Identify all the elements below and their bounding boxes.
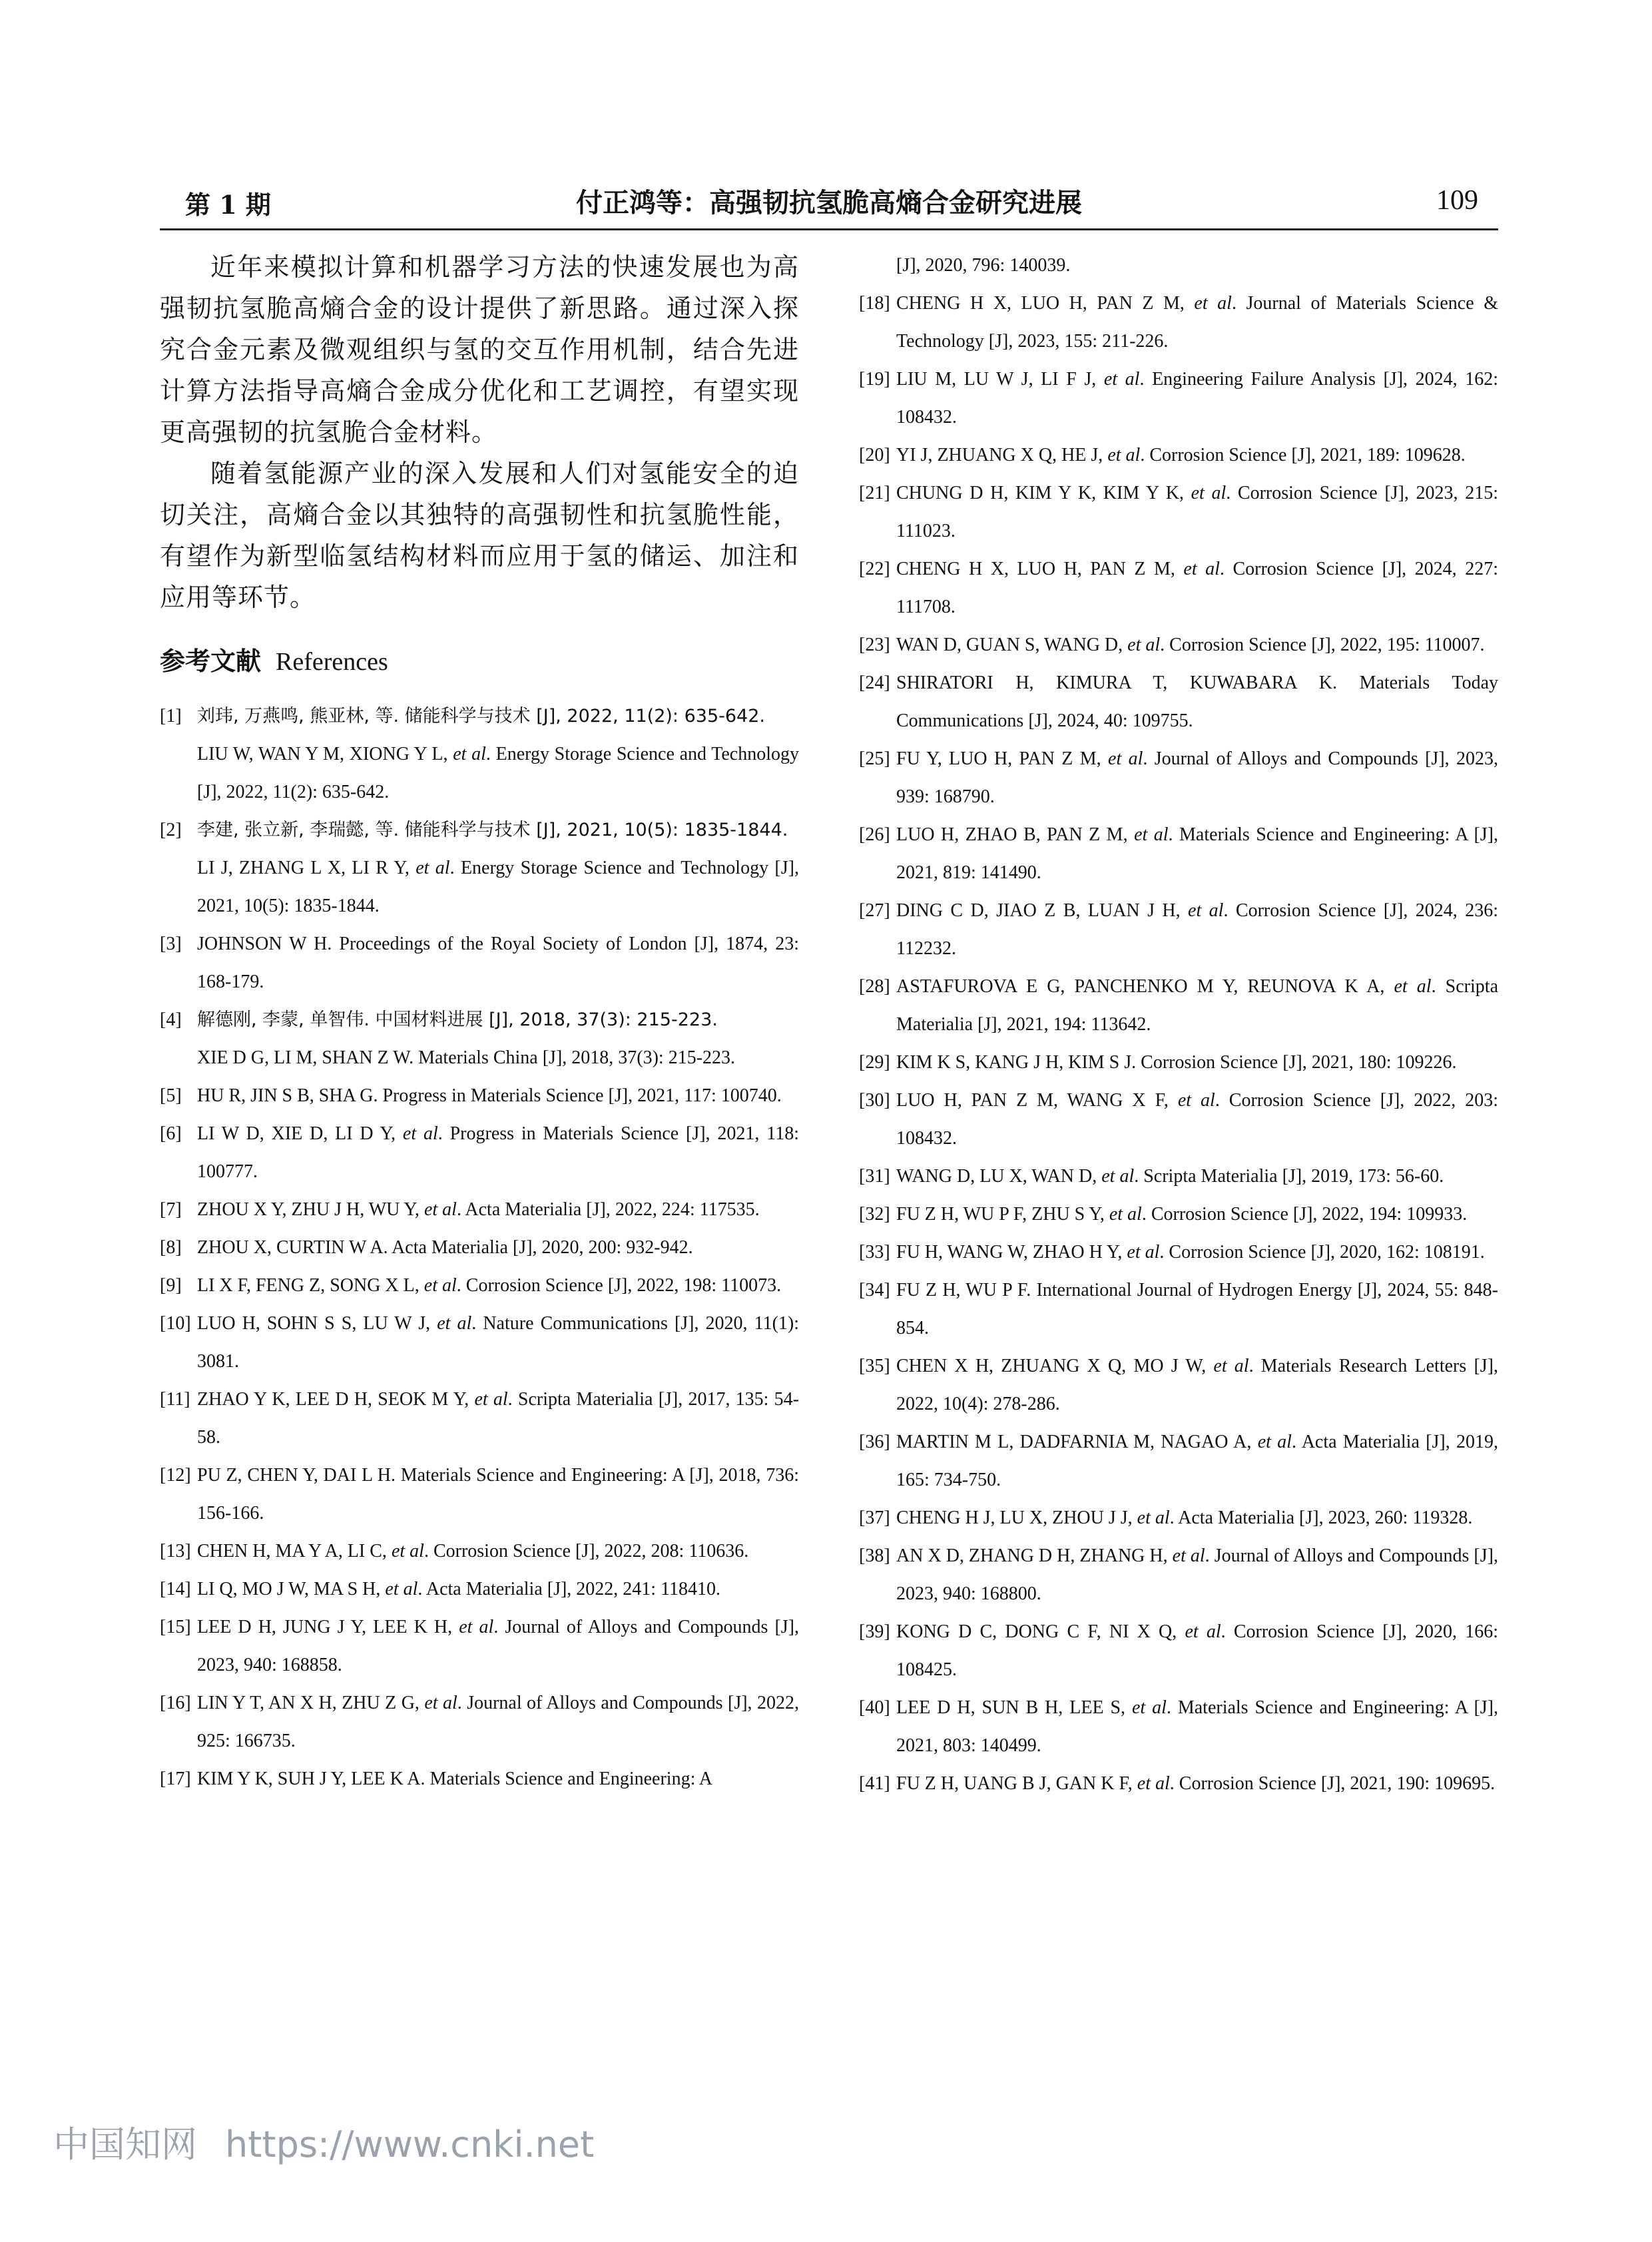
reference-authors: AN X D, ZHANG D H, ZHANG H, bbox=[896, 1545, 1173, 1566]
reference-source: . Corrosion Science [J], 2022, 208: 110636. bbox=[423, 1541, 749, 1561]
reference-et-al: et al bbox=[1127, 1242, 1160, 1262]
reference-text bbox=[896, 635, 1485, 655]
reference-authors: DING C D, JIAO Z B, LUAN J H, bbox=[896, 900, 1189, 921]
reference-text bbox=[197, 1389, 799, 1448]
running-header bbox=[160, 176, 1498, 230]
reference-source: . Corrosion Science [J], 2023, 215: 111023. bbox=[896, 483, 1498, 541]
reference-source: . Corrosion Science [J], 2021, 190: 109695. bbox=[1169, 1773, 1496, 1794]
reference-number: [20] bbox=[859, 445, 890, 465]
reference-authors: FU Z H, WU P F. International Journal of Hydrogen Energy [J], 2024, 55: 848-854. bbox=[896, 1280, 1498, 1338]
reference-number: [14] bbox=[160, 1579, 191, 1599]
reference-number: [27] bbox=[859, 900, 890, 921]
reference-source: . Journal of Alloys and Compounds [J], 2023, 940: 168800. bbox=[896, 1545, 1498, 1604]
reference-number: [12] bbox=[160, 1465, 191, 1486]
reference-text bbox=[197, 1769, 712, 1789]
reference-text bbox=[896, 369, 1498, 427]
reference-item bbox=[859, 1233, 1498, 1271]
reference-text bbox=[197, 1617, 799, 1675]
reference-text-cn: 刘玮, 万燕鸣, 熊亚林, 等. 储能科学与技术 [J], 2022, 11(2): 635-642. bbox=[197, 706, 765, 726]
reference-source: . Scripta Materialia [J], 2021, 194: 113642. bbox=[896, 976, 1498, 1035]
reference-text bbox=[896, 1052, 1457, 1073]
reference-text bbox=[896, 976, 1498, 1035]
reference-text bbox=[197, 1579, 720, 1599]
reference-number: [23] bbox=[859, 635, 890, 655]
reference-number: [8] bbox=[160, 1237, 182, 1258]
reference-source: . Journal of Alloys and Compounds [J], 2023, 940: 168858. bbox=[197, 1617, 799, 1675]
reference-list-right bbox=[859, 246, 1498, 1803]
reference-authors: LUO H, ZHAO B, PAN Z M, bbox=[896, 824, 1135, 845]
reference-text bbox=[896, 255, 1070, 276]
reference-source: . Acta Materialia [J], 2022, 224: 117535. bbox=[456, 1199, 760, 1220]
reference-authors: CHENG H X, LUO H, PAN Z M, bbox=[896, 559, 1184, 579]
reference-text bbox=[896, 748, 1498, 807]
reference-text bbox=[896, 1166, 1444, 1187]
reference-item bbox=[859, 284, 1498, 360]
reference-source: . Corrosion Science [J], 2022, 203: 108432. bbox=[896, 1090, 1498, 1149]
reference-text bbox=[197, 1313, 799, 1372]
reference-item bbox=[859, 1537, 1498, 1613]
reference-item bbox=[859, 1195, 1498, 1233]
reference-text bbox=[197, 1085, 782, 1106]
reference-authors: WANG D, LU X, WAN D, bbox=[896, 1166, 1102, 1187]
reference-item bbox=[859, 1689, 1498, 1765]
reference-number: [40] bbox=[859, 1697, 890, 1718]
reference-item bbox=[859, 360, 1498, 436]
reference-text-cn: 解德刚, 李蒙, 单智伟. 中国材料进展 [J], 2018, 37(3): 215-223. bbox=[197, 1009, 718, 1030]
reference-text bbox=[197, 744, 799, 802]
reference-item bbox=[160, 1001, 799, 1077]
reference-item bbox=[859, 550, 1498, 626]
reference-source: . Materials Science and Engineering: A [J], 2021, 819: 141490. bbox=[896, 824, 1498, 883]
reference-et-al: et al bbox=[1394, 976, 1432, 997]
reference-source: . Journal of Alloys and Compounds [J], 2022, 925: 166735. bbox=[197, 1693, 799, 1751]
reference-number: [36] bbox=[859, 1432, 890, 1452]
reference-number: [21] bbox=[859, 483, 890, 503]
reference-authors: ZHOU X, CURTIN W A. Acta Materialia [J], 2020, 200: 932-942. bbox=[197, 1237, 693, 1258]
reference-source: . Materials Science and Engineering: A [J], 2021, 803: 140499. bbox=[896, 1697, 1499, 1756]
page-number: 109 bbox=[1436, 185, 1478, 216]
reference-et-al: et al bbox=[1188, 900, 1224, 921]
reference-text bbox=[896, 900, 1498, 959]
reference-et-al: et al bbox=[1183, 559, 1220, 579]
reference-authors: KIM Y K, SUH J Y, LEE K A. Materials Science and Engineering: A bbox=[197, 1769, 713, 1789]
reference-source: . Nature Communications [J], 2020, 11(1): 3081. bbox=[197, 1313, 799, 1372]
reference-number: [13] bbox=[160, 1541, 191, 1561]
reference-et-al: et al bbox=[459, 1617, 494, 1637]
reference-authors: WAN D, GUAN S, WANG D, bbox=[896, 635, 1128, 655]
reference-text-cn: 李建, 张立新, 李瑞懿, 等. 储能科学与技术 [J], 2021, 10(5): 1835-1844. bbox=[197, 820, 788, 840]
reference-et-al: et al bbox=[1172, 1545, 1205, 1566]
reference-et-al: et al bbox=[1101, 1166, 1135, 1187]
reference-text bbox=[896, 1090, 1498, 1149]
reference-number: [28] bbox=[859, 976, 890, 997]
reference-number: [6] bbox=[160, 1123, 182, 1144]
reference-number: [11] bbox=[160, 1389, 190, 1410]
reference-source: . Acta Materialia [J], 2019, 165: 734-750. bbox=[896, 1432, 1498, 1490]
reference-authors: FU Z H, WU P F, ZHU S Y, bbox=[896, 1204, 1109, 1225]
reference-item bbox=[160, 1077, 799, 1115]
reference-text bbox=[896, 673, 1498, 731]
reference-authors: CHEN H, MA Y A, LI C, bbox=[197, 1541, 392, 1561]
reference-et-al: et al bbox=[385, 1579, 418, 1599]
reference-authors: [J], 2020, 796: 140039. bbox=[896, 255, 1071, 276]
reference-source: . Corrosion Science [J], 2020, 166: 108425. bbox=[896, 1621, 1498, 1680]
reference-item bbox=[859, 436, 1498, 474]
reference-source: . Acta Materialia [J], 2023, 260: 119328. bbox=[1169, 1508, 1473, 1528]
reference-text bbox=[896, 1280, 1498, 1338]
reference-source: . Corrosion Science [J], 2024, 236: 112232. bbox=[896, 900, 1498, 959]
reference-et-al: et al bbox=[391, 1541, 424, 1561]
reference-authors: LI X F, FENG Z, SONG X L, bbox=[197, 1275, 424, 1296]
reference-et-al: et al bbox=[1108, 748, 1143, 769]
reference-source: . Acta Materialia [J], 2022, 241: 118410. bbox=[417, 1579, 721, 1599]
reference-text bbox=[896, 559, 1498, 617]
reference-authors: KIM K S, KANG J H, KIM S J. Corrosion Science [J], 2021, 180: 109226. bbox=[896, 1052, 1457, 1073]
reference-number: [38] bbox=[859, 1545, 890, 1566]
reference-authors: LIU W, WAN Y M, XIONG Y L, bbox=[197, 744, 453, 764]
reference-text bbox=[896, 1508, 1472, 1528]
body-paragraph: 近年来模拟计算和机器学习方法的快速发展也为高强韧抗氢脆高熵合金的设计提供了新思路。通过深入探究合金元素及微观组织与氢的交互作用机制，结合先进计算方法指导高熵合金成分优化和工艺调控，有望实现更高强韧的抗氢脆合金材料。 bbox=[160, 252, 799, 447]
reference-text bbox=[197, 1199, 760, 1220]
references-heading bbox=[160, 641, 799, 677]
reference-item bbox=[859, 1043, 1498, 1081]
reference-et-al: et al bbox=[1185, 1621, 1221, 1642]
left-column bbox=[160, 246, 799, 1798]
cnki-url[interactable]: https://www.cnki.net bbox=[225, 2123, 595, 2165]
reference-number: [19] bbox=[859, 369, 890, 390]
reference-number: [9] bbox=[160, 1275, 182, 1296]
reference-item bbox=[859, 740, 1498, 816]
reference-et-al: et al bbox=[1109, 1204, 1142, 1225]
reference-source: . Journal of Materials Science & Technology [J], 2023, 155: 211-226. bbox=[896, 293, 1498, 352]
reference-source: . Materials Research Letters [J], 2022, 10(4): 278-286. bbox=[896, 1356, 1498, 1414]
reference-source: . Scripta Materialia [J], 2019, 173: 56-60. bbox=[1134, 1166, 1444, 1187]
reference-authors: YI J, ZHUANG X Q, HE J, bbox=[896, 445, 1108, 465]
reference-et-al: et al bbox=[1257, 1432, 1292, 1452]
reference-authors: SHIRATORI H, KIMURA T, KUWABARA K. Materials Today Communications [J], 2024, 40: 109755. bbox=[896, 673, 1498, 731]
reference-number: [35] bbox=[859, 1356, 890, 1376]
reference-source: . Corrosion Science [J], 2022, 198: 110073. bbox=[456, 1275, 782, 1296]
reference-authors: LIN Y T, AN X H, ZHU Z G, bbox=[197, 1693, 425, 1713]
reference-item bbox=[160, 1304, 799, 1380]
reference-item bbox=[160, 1608, 799, 1684]
reference-text bbox=[197, 1237, 693, 1258]
reference-number: [31] bbox=[859, 1166, 890, 1187]
reference-authors: ZHOU X Y, ZHU J H, WU Y, bbox=[197, 1199, 424, 1220]
reference-source: . Journal of Alloys and Compounds [J], 2023, 939: 168790. bbox=[896, 748, 1498, 807]
reference-et-al: et al bbox=[424, 1693, 457, 1713]
reference-number: [4] bbox=[160, 1009, 182, 1030]
reference-et-al: et al bbox=[1107, 445, 1141, 465]
reference-text bbox=[197, 1693, 799, 1751]
reference-number: [7] bbox=[160, 1199, 182, 1220]
reference-et-al: et al bbox=[1137, 1508, 1170, 1528]
reference-number: [34] bbox=[859, 1280, 890, 1300]
reference-text bbox=[896, 1432, 1498, 1490]
reference-authors: LUO H, PAN Z M, WANG X F, bbox=[896, 1090, 1178, 1111]
reference-item bbox=[160, 1380, 799, 1456]
references-heading-en: References bbox=[276, 648, 388, 676]
reference-source: . Engineering Failure Analysis [J], 2024, 162: 108432. bbox=[896, 369, 1498, 427]
right-column bbox=[859, 246, 1498, 1803]
reference-text bbox=[896, 1773, 1495, 1794]
reference-text bbox=[197, 1465, 799, 1524]
reference-authors: KONG D C, DONG C F, NI X Q, bbox=[896, 1621, 1185, 1642]
reference-number: [1] bbox=[160, 706, 182, 726]
reference-authors: LEE D H, JUNG J Y, LEE K H, bbox=[197, 1617, 459, 1637]
reference-text bbox=[896, 824, 1498, 883]
reference-et-al: et al bbox=[1127, 635, 1161, 655]
reference-authors: CHEN X H, ZHUANG X Q, MO J W, bbox=[896, 1356, 1214, 1376]
reference-text bbox=[197, 858, 799, 916]
reference-authors: CHUNG D H, KIM Y K, KIM Y K, bbox=[896, 483, 1191, 503]
reference-number: [39] bbox=[859, 1621, 890, 1642]
reference-et-al: et al bbox=[1137, 1773, 1170, 1794]
reference-authors: LI Q, MO J W, MA S H, bbox=[197, 1579, 386, 1599]
reference-number: [30] bbox=[859, 1090, 890, 1111]
reference-item bbox=[160, 925, 799, 1001]
reference-source: . Energy Storage Science and Technology [J], 2021, 10(5): 1835-1844. bbox=[197, 858, 799, 916]
reference-et-al: et al bbox=[437, 1313, 472, 1334]
reference-item bbox=[859, 1765, 1498, 1803]
reference-list-left bbox=[160, 697, 799, 1798]
reference-number: [37] bbox=[859, 1508, 890, 1528]
reference-authors: HU R, JIN S B, SHA G. Progress in Materials Science [J], 2021, 117: 100740. bbox=[197, 1085, 782, 1106]
reference-authors: ASTAFUROVA E G, PANCHENKO M Y, REUNOVA K A, bbox=[896, 976, 1394, 997]
reference-text bbox=[896, 1697, 1498, 1756]
reference-item bbox=[160, 1115, 799, 1191]
reference-authors: CHENG H X, LUO H, PAN Z M, bbox=[896, 293, 1195, 314]
reference-number: [22] bbox=[859, 559, 890, 579]
reference-authors: LEE D H, SUN B H, LEE S, bbox=[896, 1697, 1132, 1718]
reference-authors: LI W D, XIE D, LI D Y, bbox=[197, 1123, 403, 1144]
reference-item bbox=[160, 1191, 799, 1229]
reference-et-al: et al bbox=[402, 1123, 438, 1144]
reference-authors: FU H, WANG W, ZHAO H Y, bbox=[896, 1242, 1127, 1262]
reference-et-al: et al bbox=[453, 744, 486, 764]
reference-number: [5] bbox=[160, 1085, 182, 1106]
reference-item bbox=[160, 811, 799, 925]
reference-text bbox=[197, 1047, 735, 1068]
reference-number: [18] bbox=[859, 293, 890, 314]
reference-et-al: et al bbox=[1213, 1356, 1249, 1376]
reference-text bbox=[896, 293, 1498, 352]
reference-item bbox=[859, 1613, 1498, 1689]
reference-source: . Corrosion Science [J], 2022, 195: 110007. bbox=[1160, 635, 1485, 655]
reference-et-al: et al bbox=[423, 1275, 457, 1296]
reference-number: [10] bbox=[160, 1313, 191, 1334]
reference-item bbox=[859, 816, 1498, 892]
watermark-footer bbox=[53, 2116, 594, 2167]
reference-source: . Corrosion Science [J], 2021, 189: 109628. bbox=[1140, 445, 1466, 465]
reference-text bbox=[197, 1541, 748, 1561]
reference-authors: JOHNSON W H. Proceedings of the Royal Society of London [J], 1874, 23: 168-179. bbox=[197, 934, 799, 992]
reference-authors: FU Y, LUO H, PAN Z M, bbox=[896, 748, 1109, 769]
cnki-brand: 中国知网 bbox=[53, 2123, 197, 2165]
reference-source: . Corrosion Science [J], 2022, 194: 109933. bbox=[1141, 1204, 1468, 1225]
reference-source: . Corrosion Science [J], 2024, 227: 111708. bbox=[896, 559, 1498, 617]
reference-source: . Scripta Materialia [J], 2017, 135: 54-58. bbox=[197, 1389, 799, 1448]
reference-text bbox=[896, 1545, 1498, 1604]
reference-authors: PU Z, CHEN Y, DAI L H. Materials Science and Engineering: A [J], 2018, 736: 156-166. bbox=[197, 1465, 799, 1524]
reference-text bbox=[896, 1621, 1498, 1680]
reference-number: [25] bbox=[859, 748, 890, 769]
reference-item bbox=[859, 968, 1498, 1043]
reference-item bbox=[859, 1157, 1498, 1195]
reference-number: [16] bbox=[160, 1693, 191, 1713]
reference-et-al: et al bbox=[415, 858, 450, 878]
reference-et-al: et al bbox=[1194, 293, 1232, 314]
reference-item bbox=[859, 1271, 1498, 1347]
reference-item bbox=[160, 1456, 799, 1532]
reference-item bbox=[859, 474, 1498, 550]
reference-item bbox=[160, 1684, 799, 1760]
reference-number: [29] bbox=[859, 1052, 890, 1073]
reference-item bbox=[859, 626, 1498, 664]
reference-authors: ZHAO Y K, LEE D H, SEOK M Y, bbox=[197, 1389, 475, 1410]
reference-number: [33] bbox=[859, 1242, 890, 1262]
reference-number: [2] bbox=[160, 820, 182, 840]
reference-item bbox=[160, 1570, 799, 1608]
reference-source: . Progress in Materials Science [J], 2021, 118: 100777. bbox=[197, 1123, 799, 1182]
references-heading-cn: 参考文献 bbox=[160, 646, 262, 676]
reference-item bbox=[160, 697, 799, 811]
reference-text bbox=[896, 483, 1498, 541]
running-title: 付正鸿等：高强韧抗氢脆高熵合金研究进展 bbox=[576, 187, 1082, 218]
reference-number: [32] bbox=[859, 1204, 890, 1225]
reference-et-al: et al bbox=[474, 1389, 508, 1410]
reference-source: . Corrosion Science [J], 2020, 162: 108191. bbox=[1159, 1242, 1485, 1262]
reference-item bbox=[160, 1266, 799, 1304]
reference-item bbox=[859, 1423, 1498, 1499]
reference-et-al: et al bbox=[1191, 483, 1227, 503]
reference-authors: LUO H, SOHN S S, LU W J, bbox=[197, 1313, 437, 1334]
reference-et-al: et al bbox=[423, 1199, 457, 1220]
reference-text bbox=[197, 1275, 781, 1296]
reference-authors: LI J, ZHANG L X, LI R Y, bbox=[197, 858, 416, 878]
reference-et-al: et al bbox=[1134, 824, 1169, 845]
reference-item bbox=[160, 1229, 799, 1266]
reference-number: [3] bbox=[160, 934, 182, 954]
reference-et-al: et al bbox=[1131, 1697, 1167, 1718]
reference-item bbox=[859, 892, 1498, 968]
reference-authors: LIU M, LU W J, LI F J, bbox=[896, 369, 1104, 390]
reference-item bbox=[160, 1532, 799, 1570]
reference-authors: CHENG H J, LU X, ZHOU J J, bbox=[896, 1508, 1137, 1528]
reference-text bbox=[197, 934, 799, 992]
reference-item bbox=[859, 1347, 1498, 1423]
reference-text bbox=[896, 445, 1466, 465]
reference-number: [17] bbox=[160, 1769, 191, 1789]
reference-number: [41] bbox=[859, 1773, 890, 1794]
reference-item bbox=[859, 1081, 1498, 1157]
reference-text bbox=[896, 1242, 1485, 1262]
reference-et-al: et al bbox=[1103, 369, 1140, 390]
reference-text bbox=[896, 1356, 1498, 1414]
reference-item bbox=[859, 1499, 1498, 1537]
reference-number: [15] bbox=[160, 1617, 191, 1637]
reference-source: . Energy Storage Science and Technology [J], 2022, 11(2): 635-642. bbox=[197, 744, 799, 802]
reference-authors: XIE D G, LI M, SHAN Z W. Materials China [J], 2018, 37(3): 215-223. bbox=[197, 1047, 736, 1068]
reference-item bbox=[859, 664, 1498, 740]
reference-et-al: et al bbox=[1177, 1090, 1215, 1111]
reference-number: [26] bbox=[859, 824, 890, 845]
reference-text bbox=[197, 1123, 799, 1182]
reference-authors: FU Z H, UANG B J, GAN K F, bbox=[896, 1773, 1137, 1794]
reference-item bbox=[160, 1760, 799, 1798]
body-paragraph: 随着氢能源产业的深入发展和人们对氢能安全的迫切关注，高熵合金以其独特的高强韧性和抗氢脆性能，有望作为新型临氢结构材料而应用于氢的储运、加注和应用等环节。 bbox=[160, 459, 799, 612]
reference-item bbox=[859, 246, 1498, 284]
reference-text bbox=[896, 1204, 1467, 1225]
issue-number: 第 1 期 bbox=[185, 190, 271, 220]
reference-number: [24] bbox=[859, 673, 890, 693]
reference-authors: MARTIN M L, DADFARNIA M, NAGAO A, bbox=[896, 1432, 1258, 1452]
